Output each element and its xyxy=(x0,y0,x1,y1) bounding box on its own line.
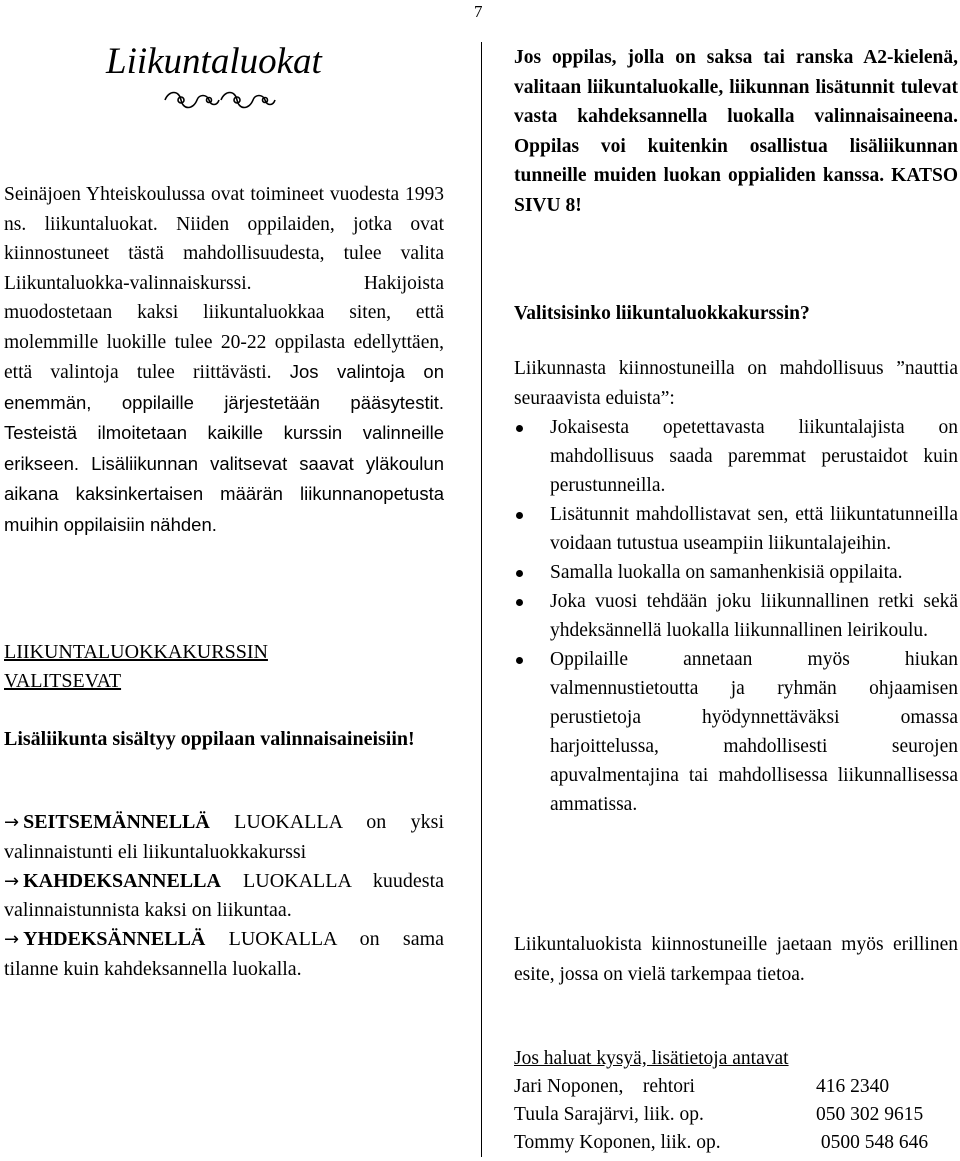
intro-section xyxy=(4,180,444,540)
bullet-icon xyxy=(516,570,523,577)
ornament-icon xyxy=(161,88,279,112)
grade-seventh xyxy=(4,808,444,867)
note-paragraph xyxy=(514,43,958,220)
list-item: Lisätunnit mahdollistavat sen, että liikuntatunneilla voidaan tutustua useampiin liikuntalajeihin. xyxy=(514,500,958,558)
page-number: 7 xyxy=(474,2,483,21)
grade-text: LUOKALLA on sama tilanne kuin kahdeksannella luokalla. xyxy=(4,928,445,980)
grade-ninth xyxy=(4,925,444,984)
section-heading xyxy=(4,638,344,696)
contact-name: Tommy Koponen, liik. op. xyxy=(514,1132,721,1153)
bullet-icon xyxy=(516,512,523,519)
contact-name: Jari Noponen, rehtori xyxy=(514,1076,695,1097)
grade-label: YHDEKSÄNNELLÄ xyxy=(23,928,206,951)
list-item: Oppilaille annetaan myös hiukan valmennustietoutta ja ryhmän ohjaamisen perustietoja hyödynnettäväksi omassa harjoittelussa, mahdollisesti seurojen apuvalmentajina tai mahdollisessa liikunnallisessa ammatissa. xyxy=(514,645,958,819)
contact-phone: 416 2340 xyxy=(816,1076,890,1097)
benefits-intro: Liikunnasta kiinnostuneilla on mahdollisuus ”nauttia seuraavista eduista”: xyxy=(514,358,958,409)
benefits-list xyxy=(514,413,958,819)
arrow-right-icon: → xyxy=(4,929,20,951)
note-link: KATSO SIVU 8! xyxy=(514,165,958,216)
intro-text: Seinäjoen Yhteiskoulussa ovat toimineet vuodesta 1993 ns. liikuntaluokat. Niiden oppilaiden, jotka ovat kiinnostuneet tästä mahdollisuudesta, tulee valita Liikuntaluokka-valinnaiskurssi. Hakijoista muodostetaan kaksi liikuntaluokkaa siten, että molemmille luokille tulee 20-22 oppilasta edellyttäen, että valintoja tulee riittävästi. xyxy=(4,184,444,383)
arrow-right-icon: → xyxy=(4,812,20,833)
column-divider xyxy=(481,42,482,1157)
question-text: Valitsisinko liikuntaluokkakurssin? xyxy=(514,303,810,324)
intro-sans-text: Jos valintoja on enemmän, oppilaille järjestetään pääsytestit. xyxy=(4,361,445,413)
subheading-text: Lisäliikunta sisältyy oppilaan valinnaisaineisiin! xyxy=(4,728,415,750)
grade-eighth xyxy=(4,867,444,926)
note-text: Jos oppilas, jolla on saksa tai ranska A2-kielenä, valitaan liikuntaluokalle, liikunnan lisätunnit tulevat vasta kahdeksannella luokalla valinnaisaineena. Oppilas voi kuitenkin osallistua lisäliikunnan tunneille muiden luokan oppialiden kanssa. xyxy=(514,47,958,186)
contacts-section xyxy=(514,1045,958,1157)
list-item: Samalla luokalla on samanhenkisiä oppilaita. xyxy=(514,558,958,587)
contact-row xyxy=(514,1101,958,1129)
grades-section xyxy=(4,808,444,984)
brochure-text: Liikuntaluokista kiinnostuneille jaetaan myös erillinen esite, jossa on vielä tarkempaa tietoa. xyxy=(514,934,958,985)
list-item: Jokaisesta opetettavasta liikuntalajista on mahdollisuus saada paremmat perustaidot kuin perustunneilla. xyxy=(514,413,958,500)
grade-label: KAHDEKSANNELLA xyxy=(23,869,221,892)
bullet-icon xyxy=(516,599,523,606)
brochure-block xyxy=(514,930,958,989)
arrow-right-icon: → xyxy=(4,870,20,892)
heading-text: LIIKUNTALUOKKAKURSSIN VALITSEVAT xyxy=(4,641,268,692)
question-block xyxy=(514,299,958,329)
bullet-icon xyxy=(516,657,523,664)
contact-phone: 050 302 9615 xyxy=(816,1104,924,1125)
contact-phone: 0500 548 646 xyxy=(816,1132,929,1153)
subheading-block xyxy=(4,725,444,754)
bullet-icon xyxy=(516,425,523,432)
page-title: Liikuntaluokat xyxy=(106,41,322,82)
contact-row xyxy=(514,1073,958,1101)
grade-label: SEITSEMÄNNELLÄ xyxy=(23,811,210,833)
benefits-section xyxy=(514,354,958,819)
intro-paragraph xyxy=(4,180,444,540)
grade-text: LUOKALLA on yksi valinnaistunti eli liikuntaluokkakurssi xyxy=(4,811,444,863)
intro-sans-text-2: Testeistä ilmoitetaan kaikille kurssin valinneille erikseen. Lisäliikunnan valitsevat saavat yläkoulun aikana kaksinkertaisen määrän liikunnanopetusta muihin oppilaisiin nähden. xyxy=(4,422,444,535)
grade-text: LUOKALLA kuudesta valinnaistunnista kaksi on liikuntaa. xyxy=(4,869,445,922)
contacts-heading: Jos haluat kysyä, lisätietoja antavat xyxy=(514,1048,789,1069)
list-item: Joka vuosi tehdään joku liikunnallinen retki sekä yhdeksännellä luokalla liikunnallinen leirikoulu. xyxy=(514,587,958,645)
contact-name: Tuula Sarajärvi, liik. op. xyxy=(514,1104,704,1125)
note-section xyxy=(514,43,958,220)
contact-row xyxy=(514,1129,958,1157)
